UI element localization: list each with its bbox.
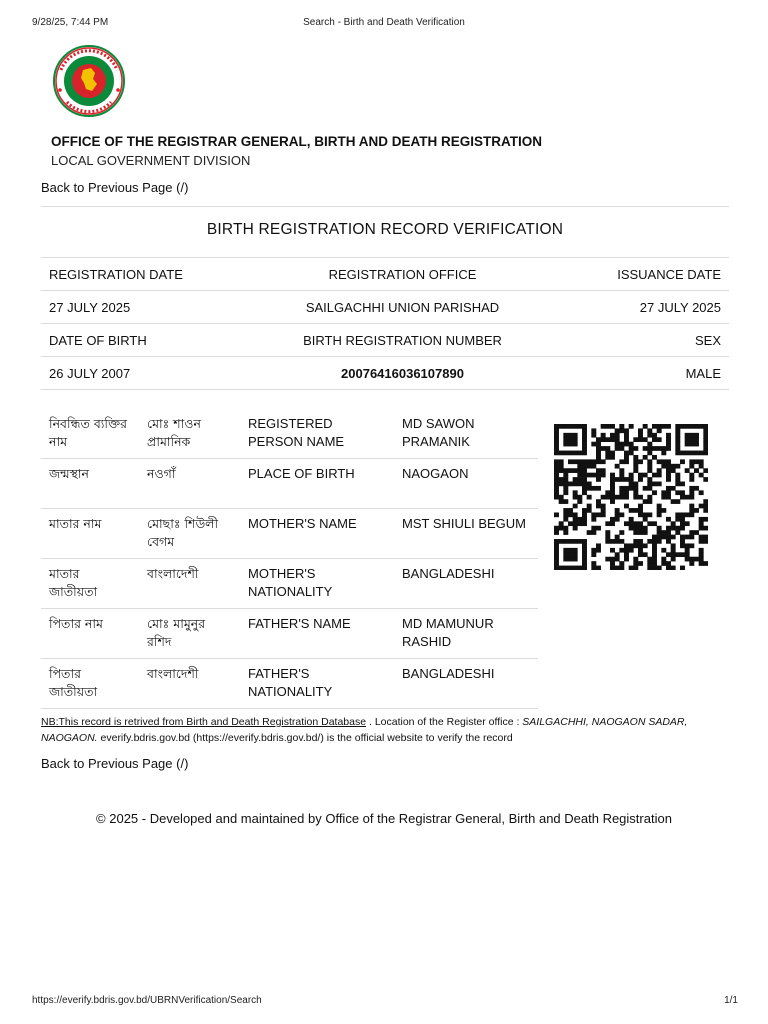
summary-row [41, 357, 729, 390]
copyright: © 2025 - Developed and maintained by Office of the Registrar General, Birth and Death Registration [96, 811, 672, 826]
birth-registration-number-value: 20076416036107890 [272, 357, 533, 390]
register-office-location: SAILGACHHI, NAOGAON SADAR, NAOGAON. [41, 716, 688, 744]
print-url: https://everify.bdris.gov.bd/UBRNVerification/Search [32, 995, 262, 1006]
summary-table [41, 257, 729, 390]
office-subtitle: LOCAL GOVERNMENT DIVISION [51, 153, 251, 168]
details-table [41, 409, 538, 709]
value-bn: মোছাঃ শিউলী বেগম [139, 509, 240, 559]
label-bn: মাতার নাম [41, 509, 139, 559]
label-en: REGISTERED PERSON NAME [248, 416, 345, 449]
issuance-date-label: ISSUANCE DATE [533, 258, 729, 291]
details-row [41, 659, 538, 709]
details-row [41, 409, 538, 459]
record-title: BIRTH REGISTRATION RECORD VERIFICATION [206, 221, 564, 238]
details-row [41, 459, 538, 509]
label-bn: পিতার নাম [41, 609, 139, 659]
value-en: MST SHIULI BEGUM [394, 509, 538, 559]
value-en: MD MAMUNUR RASHID [394, 609, 538, 659]
database-note-link[interactable]: NB:This record is retrived from Birth and Death Registration Database [41, 716, 367, 728]
page-number: 1/1 [724, 995, 738, 1006]
sex-value: MALE [533, 357, 729, 390]
verification-note: everify.bdris.gov.bd (https://everify.bdris.gov.bd/) is the official website to verify the record [97, 732, 513, 744]
qr-code-icon [554, 424, 708, 570]
label-bn: জন্মস্থান [41, 459, 139, 509]
back-link-bottom[interactable]: Back to Previous Page (/) [41, 756, 189, 771]
birth-registration-number-label: BIRTH REGISTRATION NUMBER [272, 324, 533, 357]
value-bn: নওগাঁ [139, 459, 240, 509]
print-datetime: 9/28/25, 7:44 PM [32, 17, 109, 28]
label-bn: নিবন্ধিত ব্যক্তির নাম [49, 416, 127, 449]
date-of-birth-label: DATE OF BIRTH [41, 324, 272, 357]
location-prefix: . Location of the Register office : [366, 716, 523, 728]
label-en: PLACE OF BIRTH [240, 459, 394, 509]
value-en: MD SAWON PRAMANIK [402, 416, 475, 449]
registration-office-value: SAILGACHHI UNION PARISHAD [272, 291, 533, 324]
label-en: FATHER'S NATIONALITY [240, 659, 394, 709]
label-en: MOTHER'S NATIONALITY [240, 559, 394, 609]
label-bn: পিতার জাতীয়তা [41, 659, 139, 709]
details-row [41, 609, 538, 659]
value-en: BANGLADESHI [394, 559, 538, 609]
summary-row [41, 258, 729, 291]
record-note [41, 714, 731, 746]
divider [41, 206, 729, 207]
value-en: NAOGAON [394, 459, 538, 509]
office-title: OFFICE OF THE REGISTRAR GENERAL, BIRTH AND DEATH REGISTRATION [51, 134, 542, 149]
details-row [41, 509, 538, 559]
summary-row [41, 324, 729, 357]
details-row [41, 559, 538, 609]
registration-date-label: REGISTRATION DATE [41, 258, 272, 291]
value-bn: মোঃ শাওন প্রামানিক [147, 416, 201, 449]
label-en: MOTHER'S NAME [240, 509, 394, 559]
date-of-birth-value: 26 JULY 2007 [41, 357, 272, 390]
registration-office-label: REGISTRATION OFFICE [272, 258, 533, 291]
label-bn: মাতার জাতীয়তা [41, 559, 139, 609]
summary-row [41, 291, 729, 324]
registration-date-value: 27 JULY 2025 [41, 291, 272, 324]
value-bn: বাংলাদেশী [139, 659, 240, 709]
value-bn: মোঃ মামুনুর রশিদ [139, 609, 240, 659]
government-seal-icon [51, 44, 131, 118]
sex-label: SEX [533, 324, 729, 357]
issuance-date-value: 27 JULY 2025 [533, 291, 729, 324]
back-link-top[interactable]: Back to Previous Page (/) [41, 180, 189, 195]
value-bn: বাংলাদেশী [139, 559, 240, 609]
print-title: Search - Birth and Death Verification [303, 17, 465, 28]
value-en: BANGLADESHI [394, 659, 538, 709]
label-en: FATHER'S NAME [240, 609, 394, 659]
